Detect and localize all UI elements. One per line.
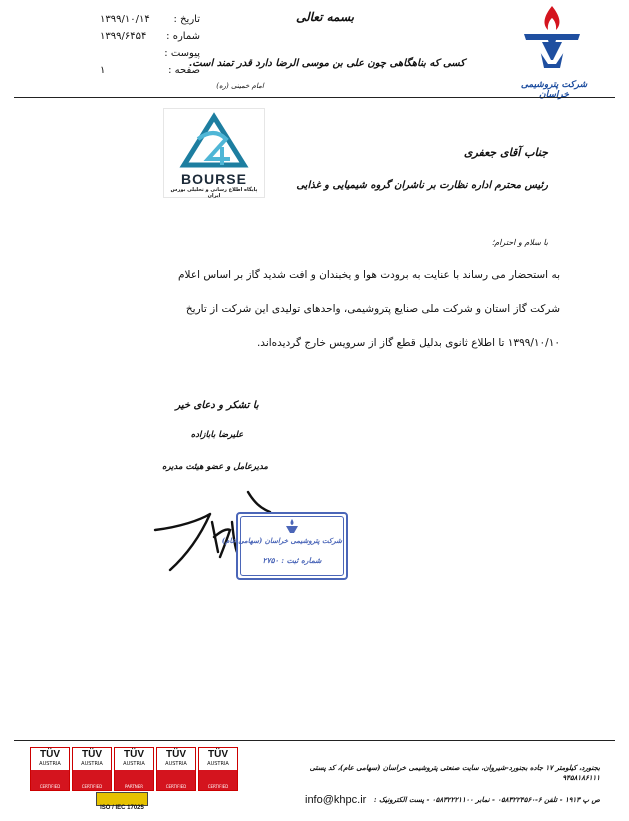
header-divider xyxy=(14,97,615,98)
tuv-cert-badge: TÜV AUSTRIA CERTIFIED xyxy=(198,747,238,791)
meta-page: ۱ صفحه : xyxy=(100,65,200,76)
footer-email[interactable]: info@khpc.ir xyxy=(305,794,367,806)
meta-attachment: پیوست : xyxy=(164,48,200,59)
iso-label: ISO / IEC 17025 xyxy=(100,805,144,811)
closing-thanks: با تشکر و دعای خیر xyxy=(175,400,259,411)
body-line-1: به استحضار می رساند با عنایت به برودت هوا و یخبندان و افت شدید گاز بر اساس اعلام xyxy=(178,269,560,281)
khpc-logo-icon xyxy=(520,4,584,74)
khpc-logo xyxy=(520,4,584,74)
company-stamp xyxy=(221,512,348,580)
body-line-2: شرکت گاز استان و شرکت ملی صنایع پتروشیمی، واحدهای تولیدی این شرکت از تاریخ xyxy=(185,303,560,315)
tuv-cert-badge: TÜV AUSTRIA CERTIFIED xyxy=(156,747,196,791)
tuv-cert-badge: TÜV AUSTRIA PARTNER xyxy=(114,747,154,791)
motto: کسی که بناهگاهی چون علی بن موسی الرضا دارد قدر تمند است. xyxy=(188,58,465,69)
bourse-triangle-icon xyxy=(164,109,264,173)
bourse-logo xyxy=(163,108,265,198)
stamp-logo-icon xyxy=(284,518,300,534)
stamp-line-2: شماره ثبت : ۲۷۵۰ xyxy=(262,556,322,565)
stamp-line-1: شرکت پتروشیمی خراسان (سهامی عام) xyxy=(221,536,342,545)
footer-address: بجنورد، کیلومتر ۱۷ جاده بجنورد-شیروان، سایت صنعتی پتروشیمی خراسان (سهامی عام)، کد پستی ۹۴۵۸۱۸۶۱۱۱ xyxy=(309,763,600,782)
meta-number: ۱۳۹۹/۶۴۵۴ شماره : xyxy=(100,31,200,42)
signer-name: علیرضا بابازاده xyxy=(190,430,244,440)
greeting: با سلام و احترام؛ xyxy=(491,238,548,247)
footer-divider xyxy=(14,740,615,741)
bourse-word: BOURSE xyxy=(181,171,247,187)
motto-signature: امام خمینی (ره) xyxy=(216,82,264,90)
bourse-subtitle: پایگاه اطلاع رسانی و تحلیلی بورس ایران xyxy=(170,187,258,199)
tuv-cert-badge: TÜV AUSTRIA CERTIFIED xyxy=(30,747,70,791)
footer-contact: ص پ ۱۹۱۳ - تلفن ۶-۰۵۸۳۲۲۴۵۶۰ - نمابر ۰۵۸۳۲۲۲۱۱۰۰ - پست الکترونیک : xyxy=(373,795,600,804)
basmala: بسمه تعالی xyxy=(295,10,355,24)
accreditation-badge xyxy=(96,792,148,806)
company-logo-caption: شرکت پتروشیمی خراسان xyxy=(520,80,588,100)
recipient-name: جناب آقای جعفری xyxy=(463,146,548,159)
body-line-3: ۱۳۹۹/۱۰/۱۰ تا اطلاع ثانوی بدلیل قطع گاز از سرویس خارج گردیده‌اند. xyxy=(256,337,560,349)
signer-title: مدیرعامل و عضو هیئت مدیره xyxy=(162,462,268,472)
tuv-cert-badge: TÜV AUSTRIA CERTIFIED xyxy=(72,747,112,791)
meta-date: ۱۳۹۹/۱۰/۱۴ تاریخ : xyxy=(100,14,200,25)
letter-body xyxy=(90,258,560,360)
recipient-title: رئیس محترم اداره نظارت بر ناشران گروه شیمیایی و غذایی xyxy=(296,180,548,191)
